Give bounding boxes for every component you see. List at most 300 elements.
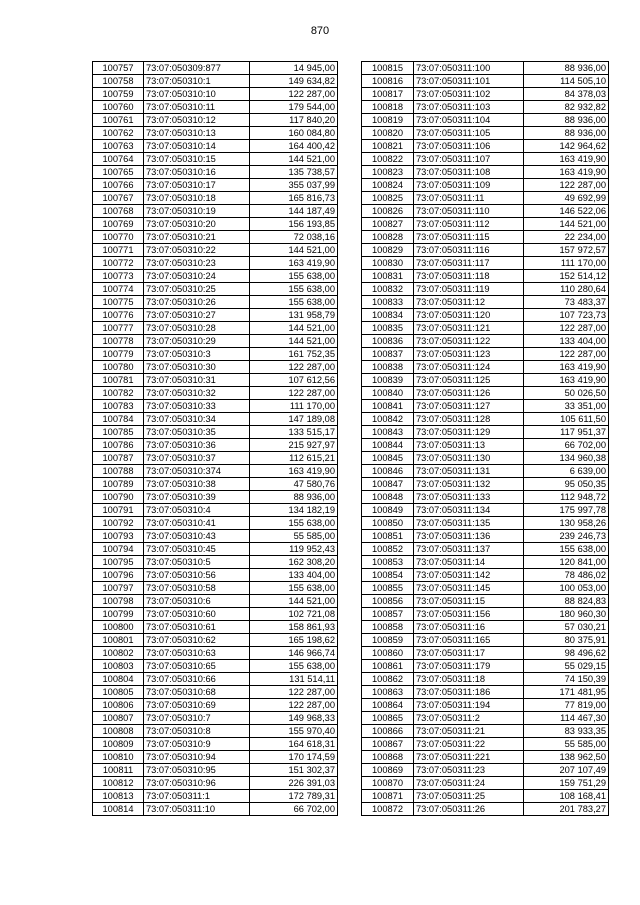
table-row [93,75,338,88]
table-row [93,673,338,686]
row-number-cell: 100760 [93,101,144,114]
cadastral-number-cell: 73:07:050311:10 [144,803,250,816]
table-row [362,426,609,439]
amount-cell: 55 029,15 [524,660,609,673]
row-number-cell: 100863 [362,686,414,699]
cadastral-number-cell: 73:07:050310:17 [144,179,250,192]
table-row [362,725,609,738]
cadastral-number-cell: 73:07:050311:17 [414,647,524,660]
row-number-cell: 100792 [93,517,144,530]
table-row [93,621,338,634]
table-row [93,387,338,400]
row-number-cell: 100761 [93,114,144,127]
table-row [93,62,338,75]
row-number-cell: 100803 [93,660,144,673]
cadastral-number-cell: 73:07:050310:7 [144,712,250,725]
cadastral-number-cell: 73:07:050311:117 [414,257,524,270]
table-row [93,738,338,751]
amount-cell: 179 544,00 [250,101,338,114]
cadastral-number-cell: 73:07:050311:123 [414,348,524,361]
cadastral-number-cell: 73:07:050311:107 [414,153,524,166]
cadastral-number-cell: 73:07:050311:109 [414,179,524,192]
cadastral-number-cell: 73:07:050310:36 [144,439,250,452]
row-number-cell: 100865 [362,712,414,725]
cadastral-number-cell: 73:07:050310:31 [144,374,250,387]
amount-cell: 107 723,73 [524,309,609,322]
cadastral-number-cell: 73:07:050311:128 [414,413,524,426]
row-number-cell: 100798 [93,595,144,608]
cadastral-number-cell: 73:07:050311:133 [414,491,524,504]
table-row [93,647,338,660]
amount-cell: 163 419,90 [250,465,338,478]
table-row [362,270,609,283]
table-row [362,634,609,647]
cadastral-number-cell: 73:07:050311:24 [414,777,524,790]
table-row [93,413,338,426]
row-number-cell: 100766 [93,179,144,192]
cadastral-number-cell: 73:07:050311:104 [414,114,524,127]
cadastral-number-cell: 73:07:050311:132 [414,478,524,491]
amount-cell: 144 521,00 [250,322,338,335]
amount-cell: 82 932,82 [524,101,609,114]
row-number-cell: 100851 [362,530,414,543]
table-row [93,127,338,140]
cadastral-number-cell: 73:07:050310:23 [144,257,250,270]
cadastral-number-cell: 73:07:050311:124 [414,361,524,374]
row-number-cell: 100817 [362,88,414,101]
amount-cell: 72 038,16 [250,231,338,244]
table-row [362,296,609,309]
table-row [93,270,338,283]
table-row [362,283,609,296]
table-row [93,166,338,179]
amount-cell: 122 287,00 [250,699,338,712]
amount-cell: 122 287,00 [524,179,609,192]
cadastral-number-cell: 73:07:050310:45 [144,543,250,556]
row-number-cell: 100789 [93,478,144,491]
table-row [93,452,338,465]
row-number-cell: 100858 [362,621,414,634]
row-number-cell: 100860 [362,647,414,660]
cadastral-number-cell: 73:07:050310:5 [144,556,250,569]
row-number-cell: 100808 [93,725,144,738]
cadastral-number-cell: 73:07:050310:13 [144,127,250,140]
amount-cell: 180 960,30 [524,608,609,621]
amount-cell: 164 400,42 [250,140,338,153]
amount-cell: 156 193,85 [250,218,338,231]
cadastral-number-cell: 73:07:050310:95 [144,764,250,777]
row-number-cell: 100800 [93,621,144,634]
cadastral-number-cell: 73:07:050310:34 [144,413,250,426]
table-row [362,673,609,686]
cadastral-number-cell: 73:07:050310:28 [144,322,250,335]
row-number-cell: 100871 [362,790,414,803]
table-row [93,751,338,764]
table-row [362,712,609,725]
row-number-cell: 100840 [362,387,414,400]
cadastral-number-cell: 73:07:050310:37 [144,452,250,465]
cadastral-number-cell: 73:07:050311:134 [414,504,524,517]
amount-cell: 78 486,02 [524,569,609,582]
cadastral-number-cell: 73:07:050310:27 [144,309,250,322]
table-row [362,413,609,426]
amount-cell: 155 638,00 [250,296,338,309]
row-number-cell: 100855 [362,582,414,595]
cadastral-number-cell: 73:07:050311:105 [414,127,524,140]
row-number-cell: 100819 [362,114,414,127]
amount-cell: 149 968,33 [250,712,338,725]
cadastral-number-cell: 73:07:050310:94 [144,751,250,764]
cadastral-number-cell: 73:07:050311:120 [414,309,524,322]
row-number-cell: 100763 [93,140,144,153]
table-row [362,556,609,569]
row-number-cell: 100777 [93,322,144,335]
cadastral-number-cell: 73:07:050310:26 [144,296,250,309]
row-number-cell: 100767 [93,192,144,205]
row-number-cell: 100783 [93,400,144,413]
row-number-cell: 100775 [93,296,144,309]
amount-cell: 226 391,03 [250,777,338,790]
amount-cell: 119 952,43 [250,543,338,556]
cadastral-number-cell: 73:07:050310:9 [144,738,250,751]
amount-cell: 201 783,27 [524,803,609,816]
amount-cell: 88 936,00 [524,62,609,75]
cadastral-number-cell: 73:07:050311:18 [414,673,524,686]
table-row [93,504,338,517]
row-number-cell: 100787 [93,452,144,465]
amount-cell: 131 514,11 [250,673,338,686]
amount-cell: 122 287,00 [250,387,338,400]
row-number-cell: 100857 [362,608,414,621]
table-row [93,725,338,738]
table-row [93,543,338,556]
row-number-cell: 100759 [93,88,144,101]
amount-cell: 14 945,00 [250,62,338,75]
row-number-cell: 100764 [93,153,144,166]
table-row [362,335,609,348]
table-row [93,205,338,218]
row-number-cell: 100849 [362,504,414,517]
cadastral-number-cell: 73:07:050311:130 [414,452,524,465]
table-row [93,244,338,257]
table-row [93,439,338,452]
row-number-cell: 100804 [93,673,144,686]
row-number-cell: 100869 [362,764,414,777]
amount-cell: 122 287,00 [250,361,338,374]
row-number-cell: 100841 [362,400,414,413]
table-row [362,660,609,673]
cadastral-number-cell: 73:07:050311:108 [414,166,524,179]
cadastral-number-cell: 73:07:050310:35 [144,426,250,439]
cadastral-number-cell: 73:07:050310:39 [144,491,250,504]
table-row [93,595,338,608]
cadastral-number-cell: 73:07:050311:122 [414,335,524,348]
table-row [93,309,338,322]
table-row [362,62,609,75]
amount-cell: 110 280,64 [524,283,609,296]
amount-cell: 171 481,95 [524,686,609,699]
row-number-cell: 100773 [93,270,144,283]
amount-cell: 207 107,49 [524,764,609,777]
amount-cell: 122 287,00 [250,686,338,699]
row-number-cell: 100770 [93,231,144,244]
row-number-cell: 100810 [93,751,144,764]
table-row [93,686,338,699]
table-row [93,608,338,621]
cadastral-number-cell: 73:07:050310:11 [144,101,250,114]
table-row [362,517,609,530]
table-row [93,361,338,374]
amount-cell: 155 638,00 [250,582,338,595]
row-number-cell: 100813 [93,790,144,803]
cadastral-number-cell: 73:07:050311:23 [414,764,524,777]
amount-cell: 55 585,00 [524,738,609,751]
amount-cell: 155 970,40 [250,725,338,738]
cadastral-number-cell: 73:07:050311:131 [414,465,524,478]
amount-cell: 239 246,73 [524,530,609,543]
cadastral-number-cell: 73:07:050310:66 [144,673,250,686]
table-row [362,543,609,556]
row-number-cell: 100837 [362,348,414,361]
row-number-cell: 100768 [93,205,144,218]
row-number-cell: 100868 [362,751,414,764]
amount-cell: 107 612,56 [250,374,338,387]
table-row [93,712,338,725]
amount-cell: 134 960,38 [524,452,609,465]
amount-cell: 157 972,57 [524,244,609,257]
row-number-cell: 100867 [362,738,414,751]
cadastral-number-cell: 73:07:050310:3 [144,348,250,361]
table-row [93,634,338,647]
amount-cell: 144 187,49 [250,205,338,218]
amount-cell: 175 997,78 [524,504,609,517]
table-row [362,75,609,88]
cadastral-number-cell: 73:07:050310:25 [144,283,250,296]
amount-cell: 117 951,37 [524,426,609,439]
cadastral-number-cell: 73:07:050311:145 [414,582,524,595]
amount-cell: 100 053,00 [524,582,609,595]
table-row [362,114,609,127]
cadastral-number-cell: 73:07:050311:103 [414,101,524,114]
cadastral-number-cell: 73:07:050310:374 [144,465,250,478]
left-table-body [93,62,338,816]
cadastral-number-cell: 73:07:050311:119 [414,283,524,296]
amount-cell: 122 287,00 [250,88,338,101]
table-row [93,426,338,439]
row-number-cell: 100757 [93,62,144,75]
left-data-table [92,61,338,816]
row-number-cell: 100827 [362,218,414,231]
table-row [362,361,609,374]
row-number-cell: 100780 [93,361,144,374]
cadastral-number-cell: 73:07:050310:12 [144,114,250,127]
cadastral-number-cell: 73:07:050311:121 [414,322,524,335]
row-number-cell: 100778 [93,335,144,348]
table-row [362,491,609,504]
amount-cell: 88 824,83 [524,595,609,608]
cadastral-number-cell: 73:07:050310:15 [144,153,250,166]
amount-cell: 133 515,17 [250,426,338,439]
amount-cell: 50 026,50 [524,387,609,400]
cadastral-number-cell: 73:07:050311:125 [414,374,524,387]
table-row [362,699,609,712]
row-number-cell: 100815 [362,62,414,75]
table-row [362,101,609,114]
row-number-cell: 100836 [362,335,414,348]
cadastral-number-cell: 73:07:050310:8 [144,725,250,738]
row-number-cell: 100784 [93,413,144,426]
row-number-cell: 100850 [362,517,414,530]
row-number-cell: 100791 [93,504,144,517]
amount-cell: 88 936,00 [524,114,609,127]
cadastral-number-cell: 73:07:050310:62 [144,634,250,647]
table-row [362,140,609,153]
amount-cell: 144 521,00 [250,244,338,257]
table-row [362,153,609,166]
amount-cell: 158 861,93 [250,621,338,634]
amount-cell: 144 521,00 [250,335,338,348]
amount-cell: 159 751,29 [524,777,609,790]
table-row [93,374,338,387]
table-row [93,101,338,114]
cadastral-number-cell: 73:07:050310:14 [144,140,250,153]
row-number-cell: 100862 [362,673,414,686]
row-number-cell: 100802 [93,647,144,660]
amount-cell: 155 638,00 [250,283,338,296]
cadastral-number-cell: 73:07:050310:63 [144,647,250,660]
amount-cell: 111 170,00 [250,400,338,413]
cadastral-number-cell: 73:07:050311:1 [144,790,250,803]
cadastral-number-cell: 73:07:050310:33 [144,400,250,413]
cadastral-number-cell: 73:07:050311:126 [414,387,524,400]
amount-cell: 142 964,62 [524,140,609,153]
row-number-cell: 100797 [93,582,144,595]
cadastral-number-cell: 73:07:050311:16 [414,621,524,634]
table-row [93,257,338,270]
cadastral-number-cell: 73:07:050311:14 [414,556,524,569]
table-row [93,803,338,816]
amount-cell: 164 618,31 [250,738,338,751]
table-row [362,439,609,452]
row-number-cell: 100799 [93,608,144,621]
cadastral-number-cell: 73:07:050310:32 [144,387,250,400]
cadastral-number-cell: 73:07:050311:186 [414,686,524,699]
table-row [362,218,609,231]
row-number-cell: 100864 [362,699,414,712]
cadastral-number-cell: 73:07:050310:96 [144,777,250,790]
table-row [93,790,338,803]
row-number-cell: 100774 [93,283,144,296]
cadastral-number-cell: 73:07:050310:60 [144,608,250,621]
table-row [93,322,338,335]
amount-cell: 163 419,90 [524,361,609,374]
cadastral-number-cell: 73:07:050310:1 [144,75,250,88]
cadastral-number-cell: 73:07:050310:22 [144,244,250,257]
cadastral-number-cell: 73:07:050311:118 [414,270,524,283]
amount-cell: 151 302,37 [250,764,338,777]
amount-cell: 163 419,90 [524,374,609,387]
amount-cell: 77 819,00 [524,699,609,712]
cadastral-number-cell: 73:07:050311:26 [414,803,524,816]
row-number-cell: 100821 [362,140,414,153]
row-number-cell: 100824 [362,179,414,192]
row-number-cell: 100794 [93,543,144,556]
amount-cell: 120 841,00 [524,556,609,569]
amount-cell: 155 638,00 [250,517,338,530]
cadastral-number-cell: 73:07:050311:21 [414,725,524,738]
row-number-cell: 100839 [362,374,414,387]
table-row [93,465,338,478]
cadastral-number-cell: 73:07:050310:21 [144,231,250,244]
row-number-cell: 100872 [362,803,414,816]
amount-cell: 22 234,00 [524,231,609,244]
row-number-cell: 100859 [362,634,414,647]
amount-cell: 74 150,39 [524,673,609,686]
row-number-cell: 100758 [93,75,144,88]
page-number: 870 [310,25,330,37]
amount-cell: 108 168,41 [524,790,609,803]
cadastral-number-cell: 73:07:050311:115 [414,231,524,244]
row-number-cell: 100832 [362,283,414,296]
row-number-cell: 100852 [362,543,414,556]
row-number-cell: 100811 [93,764,144,777]
cadastral-number-cell: 73:07:050311:221 [414,751,524,764]
cadastral-number-cell: 73:07:050311:25 [414,790,524,803]
amount-cell: 165 198,62 [250,634,338,647]
row-number-cell: 100807 [93,712,144,725]
cadastral-number-cell: 73:07:050311:165 [414,634,524,647]
table-row [362,205,609,218]
table-row [93,179,338,192]
row-number-cell: 100831 [362,270,414,283]
amount-cell: 105 611,50 [524,413,609,426]
amount-cell: 146 522,06 [524,205,609,218]
row-number-cell: 100786 [93,439,144,452]
row-number-cell: 100788 [93,465,144,478]
amount-cell: 144 521,00 [250,153,338,166]
amount-cell: 33 351,00 [524,400,609,413]
cadastral-number-cell: 73:07:050311:129 [414,426,524,439]
row-number-cell: 100805 [93,686,144,699]
amount-cell: 88 936,00 [250,491,338,504]
amount-cell: 155 638,00 [524,543,609,556]
row-number-cell: 100848 [362,491,414,504]
amount-cell: 147 189,08 [250,413,338,426]
right-data-table [361,61,609,816]
table-row [93,400,338,413]
cadastral-number-cell: 73:07:050311:13 [414,439,524,452]
cadastral-number-cell: 73:07:050310:4 [144,504,250,517]
cadastral-number-cell: 73:07:050311:2 [414,712,524,725]
row-number-cell: 100772 [93,257,144,270]
table-row [93,88,338,101]
amount-cell: 122 287,00 [524,348,609,361]
table-row [362,595,609,608]
row-number-cell: 100795 [93,556,144,569]
cadastral-number-cell: 73:07:050310:43 [144,530,250,543]
amount-cell: 66 702,00 [524,439,609,452]
table-row [93,335,338,348]
table-row [362,179,609,192]
row-number-cell: 100762 [93,127,144,140]
cadastral-number-cell: 73:07:050310:68 [144,686,250,699]
table-row [93,582,338,595]
amount-cell: 95 050,35 [524,478,609,491]
row-number-cell: 100847 [362,478,414,491]
amount-cell: 88 936,00 [524,127,609,140]
table-row [362,244,609,257]
cadastral-number-cell: 73:07:050310:65 [144,660,250,673]
